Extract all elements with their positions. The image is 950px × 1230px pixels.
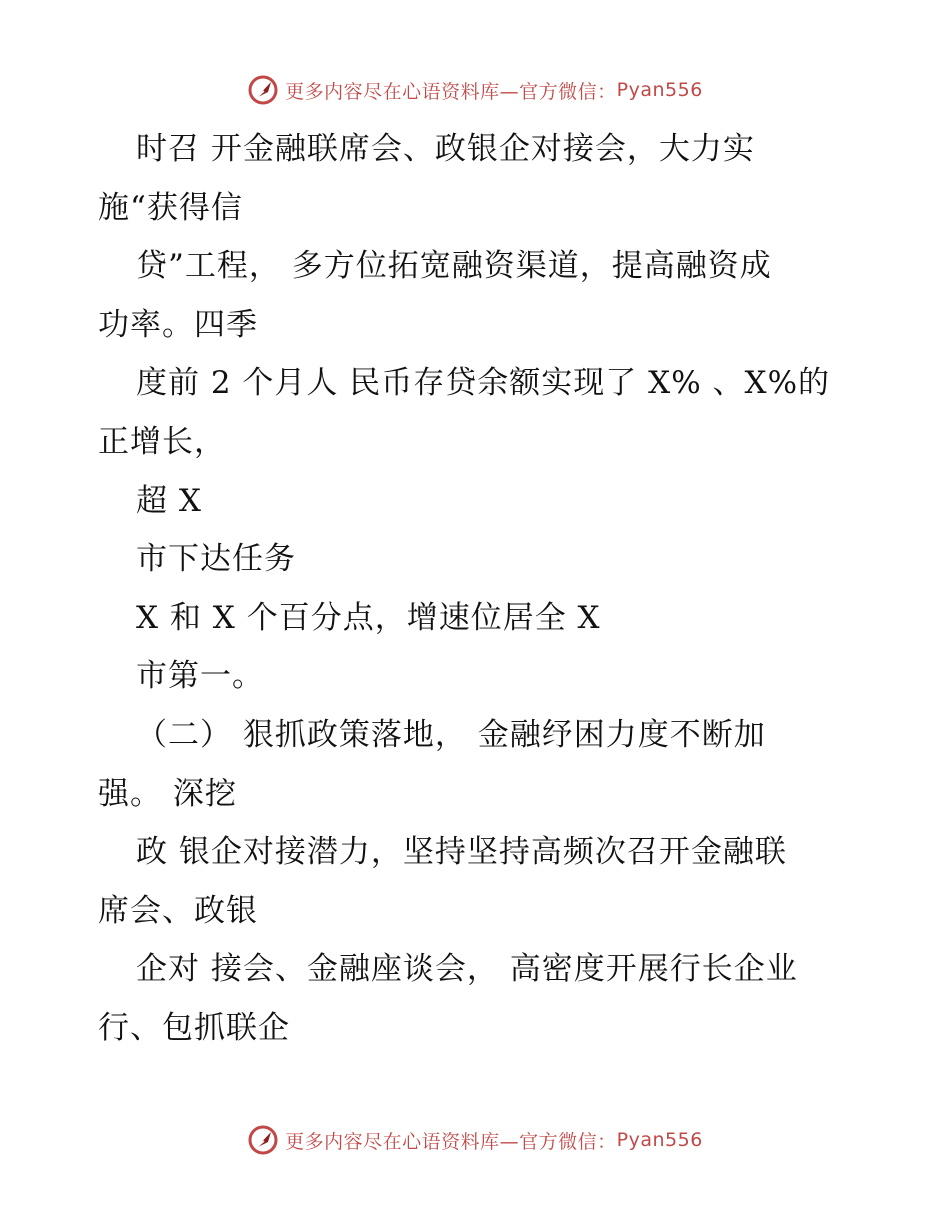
text-line: 企对 接会、金融座谈会， 高密度开展行长企业 (136, 951, 798, 988)
text-line: 席会、政银 (98, 892, 258, 929)
banner-text: 更多内容尽在心语资料库—官方微信： (285, 80, 617, 103)
text-line: 贷”工程， 多方位拓宽融资渠道，提高融资成 (136, 248, 772, 285)
text-line: 超 X (136, 482, 202, 519)
text-line: 正增长， (98, 423, 226, 460)
text-line: 时召 开金融联席会、政银企对接会，大力实 (136, 131, 755, 167)
wechat-id: Pyan556 (616, 79, 703, 101)
text-line: （二） 狠抓政策落地， 金融纾困力度不断加 (136, 716, 766, 753)
footer-banner (0, 1124, 950, 1156)
text-line: 功率。四季 (98, 306, 258, 343)
banner-text: 更多内容尽在心语资料库—官方微信： (285, 1130, 617, 1153)
text-line: 市下达任务 (136, 541, 296, 578)
text-line: 行、包抓联企 (98, 1009, 290, 1046)
document-body (98, 120, 888, 1058)
text-line: 强。 深挖 (98, 775, 237, 812)
text-line: X 和 X 个百分点，增速位居全 X (136, 599, 601, 636)
feather-circle-logo-icon (247, 74, 279, 106)
text-line: 施“获得信 (98, 189, 243, 226)
header-banner (0, 74, 950, 106)
feather-circle-logo-icon (247, 1124, 279, 1156)
text-line: 市第一。 (136, 658, 264, 695)
wechat-id: Pyan556 (616, 1129, 703, 1151)
text-line: 政 银企对接潜力，坚持坚持高频次召开金融联 (136, 834, 787, 871)
text-line: 度前 2 个月人 民币存贷余额实现了 X% 、X%的 (136, 365, 831, 402)
